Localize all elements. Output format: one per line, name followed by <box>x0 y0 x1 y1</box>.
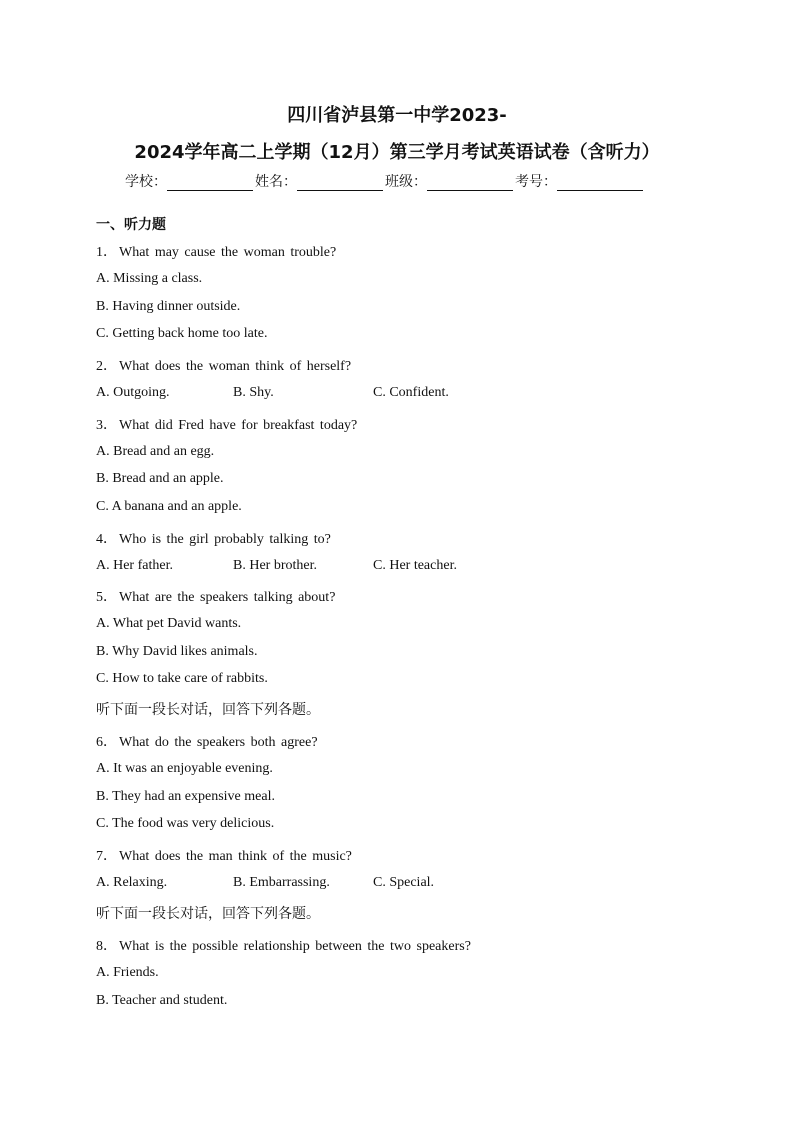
question-number: 1． <box>96 245 117 260</box>
class-label: 班级： <box>385 174 427 190</box>
option-3a[interactable]: A. Bread and an egg. <box>96 444 215 459</box>
question-text: What did Fred have for breakfast today? <box>119 418 358 433</box>
student-info-row <box>125 171 645 191</box>
question-text: What are the speakers talking about? <box>119 590 336 605</box>
option-2a[interactable]: A. Outgoing. <box>96 385 170 400</box>
name-blank[interactable] <box>297 176 383 191</box>
question-text: What do the speakers both agree? <box>119 735 318 750</box>
school-blank[interactable] <box>167 176 253 191</box>
option-1c[interactable]: C. Getting back home too late. <box>96 326 268 341</box>
option-6c[interactable]: C. The food was very delicious. <box>96 816 275 831</box>
option-7c[interactable]: C. Special. <box>373 875 435 890</box>
option-1a[interactable]: A. Missing a class. <box>96 271 203 286</box>
class-blank[interactable] <box>427 176 513 191</box>
title-line-2: 2024学年高二上学期（12月）第三学月考试英语试卷（含听力） <box>134 142 660 163</box>
question-text: What does the man think of the music? <box>119 849 352 864</box>
question-text: What is the possible relationship between the two speakers? <box>119 939 471 954</box>
option-4a[interactable]: A. Her father. <box>96 558 173 573</box>
question-number: 5． <box>96 590 117 605</box>
option-7b[interactable]: B. Embarrassing. <box>233 875 330 890</box>
title-line-1: 四川省泸县第一中学2023- <box>287 105 507 126</box>
question-number: 7． <box>96 849 117 864</box>
question-2 <box>96 355 351 375</box>
instruction-2: 听下面一段长对话，回答下列各题。 <box>96 906 320 922</box>
option-6b[interactable]: B. They had an expensive meal. <box>96 789 275 804</box>
question-6 <box>96 731 318 751</box>
option-2c[interactable]: C. Confident. <box>373 385 449 400</box>
question-4 <box>96 528 331 548</box>
question-number: 3． <box>96 418 117 433</box>
options-row-2 <box>96 385 696 405</box>
question-1 <box>96 241 336 261</box>
options-row-7 <box>96 875 696 895</box>
question-5 <box>96 586 335 606</box>
name-label: 姓名： <box>255 174 297 190</box>
question-number: 4． <box>96 532 117 547</box>
option-4b[interactable]: B. Her brother. <box>233 558 317 573</box>
question-text: Who is the girl probably talking to? <box>119 532 331 547</box>
option-6a[interactable]: A. It was an enjoyable evening. <box>96 761 273 776</box>
question-8 <box>96 935 471 955</box>
option-7a[interactable]: A. Relaxing. <box>96 875 168 890</box>
section-heading: 一、听力题 <box>96 217 166 233</box>
option-5b[interactable]: B. Why David likes animals. <box>96 644 258 659</box>
question-number: 2． <box>96 359 117 374</box>
question-text: What does the woman think of herself? <box>119 359 352 374</box>
option-5c[interactable]: C. How to take care of rabbits. <box>96 671 268 686</box>
question-text: What may cause the woman trouble? <box>119 245 337 260</box>
option-8b[interactable]: B. Teacher and student. <box>96 993 228 1008</box>
options-row-4 <box>96 558 696 578</box>
question-3 <box>96 414 357 434</box>
option-4c[interactable]: C. Her teacher. <box>373 558 457 573</box>
instruction-1: 听下面一段长对话，回答下列各题。 <box>96 702 320 718</box>
question-7 <box>96 845 352 865</box>
option-5a[interactable]: A. What pet David wants. <box>96 616 242 631</box>
option-3c[interactable]: C. A banana and an apple. <box>96 499 242 514</box>
option-8a[interactable]: A. Friends. <box>96 965 159 980</box>
exam-no-blank[interactable] <box>557 176 643 191</box>
option-1b[interactable]: B. Having dinner outside. <box>96 299 241 314</box>
school-label: 学校： <box>125 174 167 190</box>
exam-no-label: 考号： <box>515 174 557 190</box>
option-3b[interactable]: B. Bread and an apple. <box>96 471 224 486</box>
question-number: 8． <box>96 939 117 954</box>
question-number: 6． <box>96 735 117 750</box>
option-2b[interactable]: B. Shy. <box>233 385 274 400</box>
